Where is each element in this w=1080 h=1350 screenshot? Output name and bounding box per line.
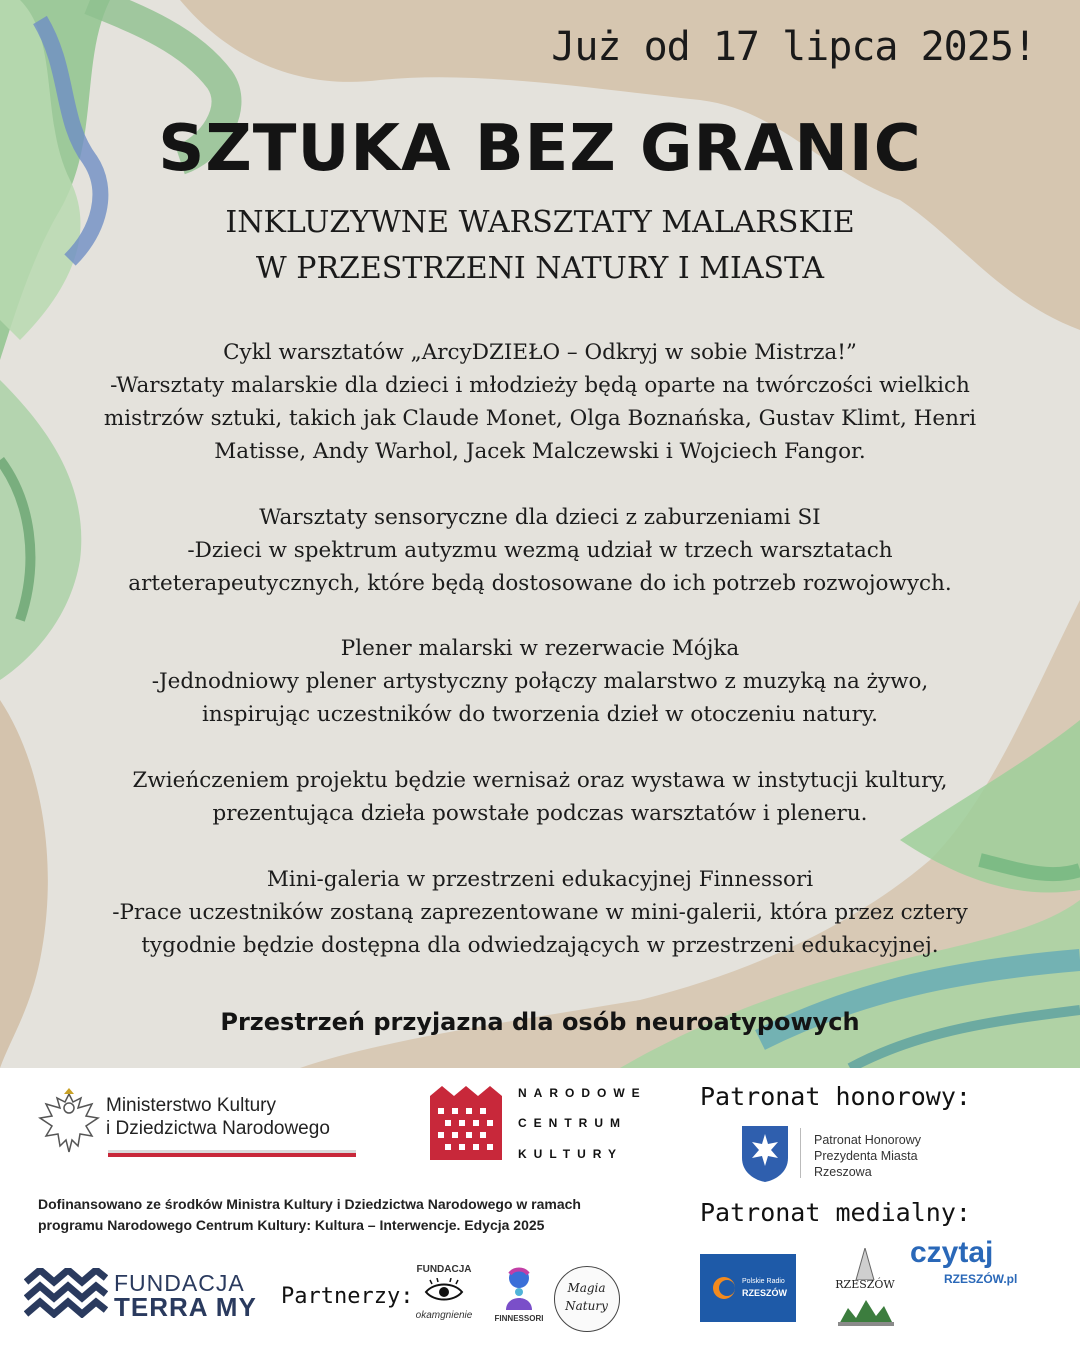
natury-line: Natury xyxy=(565,1299,608,1313)
section-minigaleria xyxy=(40,863,1040,962)
subtitle-line: INKLUZYWNE WARSZTATY MALARSKIE xyxy=(225,205,855,240)
hills-icon xyxy=(838,1294,894,1326)
czytaj-logo-sub: RZESZÓW.pl xyxy=(944,1272,1018,1286)
partner-okamgnienie-bottom: okamgnienie xyxy=(415,1310,473,1321)
section-text: -Prace uczestników zostaną zaprezentowane w mini-galerii, która przez cztery xyxy=(112,900,968,925)
subtitle-line: W PRZESTRZENI NATURY I MIASTA xyxy=(255,251,825,286)
finnessori-label: FINNESSORI xyxy=(494,1314,544,1323)
eye-icon xyxy=(424,1278,464,1306)
terra-waves-icon xyxy=(24,1268,108,1318)
section-text: tygodnie będzie dostępna dla odwiedzających w przestrzeni edukacyjnej. xyxy=(141,933,939,958)
radio-sun-icon xyxy=(712,1276,736,1300)
tower-icon xyxy=(846,1248,884,1280)
honorary-line: Rzeszowa xyxy=(814,1165,872,1179)
ministry-line: Ministerstwo Kultury xyxy=(106,1095,276,1116)
partner-magia-natury-logo xyxy=(554,1266,620,1332)
section-text: inspirując uczestników do tworzenia dzieł w otoczeniu natury. xyxy=(202,702,878,727)
media-heading: Patronat medialny: xyxy=(700,1198,971,1227)
section-text: Matisse, Andy Warhol, Jacek Malczewski i Wojciech Fangor. xyxy=(214,439,866,464)
radio-line: Polskie Radio xyxy=(742,1278,785,1285)
section-heading: Plener malarski w rezerwacie Mójka xyxy=(340,636,740,661)
funding-note xyxy=(38,1194,581,1236)
honorary-line: Prezydenta Miasta xyxy=(814,1149,918,1163)
honorary-divider xyxy=(800,1128,801,1178)
media-rzeszow-logo xyxy=(834,1248,896,1328)
section-sensory xyxy=(40,501,1040,600)
section-text: prezentująca dzieła powstałe podczas warsztatów i pleneru. xyxy=(212,801,868,826)
terra-my-label: TERRA MY xyxy=(114,1292,257,1322)
ministry-red-bar xyxy=(108,1153,356,1157)
section-text: -Warsztaty malarskie dla dzieci i młodzieży będą oparte na twórczości wielkich xyxy=(110,373,970,398)
ministry-line: i Dziedzictwa Narodowego xyxy=(106,1118,330,1139)
honorary-text xyxy=(814,1132,921,1180)
honorary-heading: Patronat honorowy: xyxy=(700,1082,971,1111)
czytaj-logo-text: czytaj xyxy=(910,1236,994,1269)
honorary-line: Patronat Honorowy xyxy=(814,1133,922,1147)
rzeszow-label: RZESZÓW xyxy=(835,1278,895,1291)
event-date: Już od 17 lipca 2025! xyxy=(551,24,1036,70)
partner-okamgnienie-logo xyxy=(404,1264,484,1330)
ncn-line: KULTURY xyxy=(518,1147,623,1161)
section-text: -Jednodniowy plener artystyczny połączy malarstwo z muzyką na żywo, xyxy=(151,669,929,694)
finnessori-figure-icon xyxy=(500,1266,538,1312)
page-title: SZTUKA BEZ GRANIC xyxy=(158,112,922,186)
section-heading: Warsztaty sensoryczne dla dzieci z zaburzeniami SI xyxy=(259,505,821,530)
partners-label: Partnerzy: xyxy=(281,1284,414,1309)
section-heading: Cykl warsztatów „ArcyDZIEŁO – Odkryj w sobie Mistrza!” xyxy=(223,340,857,365)
funding-line: Dofinansowano ze środków Ministra Kultury i Dziedzictwa Narodowego w ramach xyxy=(38,1196,581,1212)
eagle-emblem-icon xyxy=(36,1088,102,1158)
section-heading: Mini-galeria w przestrzeni edukacyjnej Finnessori xyxy=(266,867,814,892)
section-arcydzielo xyxy=(40,336,1040,468)
sponsor-footer xyxy=(0,1068,1080,1350)
section-text: arteterapeutycznych, które będą dostosowane do ich potrzeb rozwojowych. xyxy=(128,571,952,596)
rzeszow-shield-icon xyxy=(740,1124,790,1184)
section-text: Zwieńczeniem projektu będzie wernisaż oraz wystawa w instytucji kultury, xyxy=(132,768,948,793)
magia-line: Magia xyxy=(567,1281,606,1295)
partner-okamgnienie-top: FUNDACJA xyxy=(416,1264,472,1275)
tagline: Przestrzeń przyjazna dla osób neuroatypowych xyxy=(220,1008,860,1036)
section-wernisaz xyxy=(40,764,1040,830)
radio-line: RZESZÓW xyxy=(742,1288,787,1298)
media-radio-rzeszow-logo xyxy=(700,1254,796,1322)
partner-finnessori-logo xyxy=(496,1266,542,1332)
ministry-name xyxy=(106,1094,330,1140)
fundacja-label: FUNDACJA xyxy=(114,1270,245,1296)
section-text: -Dzieci w spektrum autyzmu wezmą udział w trzech warsztatach xyxy=(187,538,893,563)
ncn-line: CENTRUM xyxy=(518,1116,627,1130)
ncn-crown-icon xyxy=(430,1086,502,1160)
section-plener xyxy=(40,632,1040,731)
ncn-line: NARODOWE xyxy=(518,1086,647,1100)
section-text: mistrzów sztuki, takich jak Claude Monet, Olga Boznańska, Gustav Klimt, Henri xyxy=(103,406,977,431)
funding-line: programu Narodowego Centrum Kultury: Kultura – Interwencje. Edycja 2025 xyxy=(38,1217,545,1233)
page-subtitle xyxy=(0,200,1080,292)
